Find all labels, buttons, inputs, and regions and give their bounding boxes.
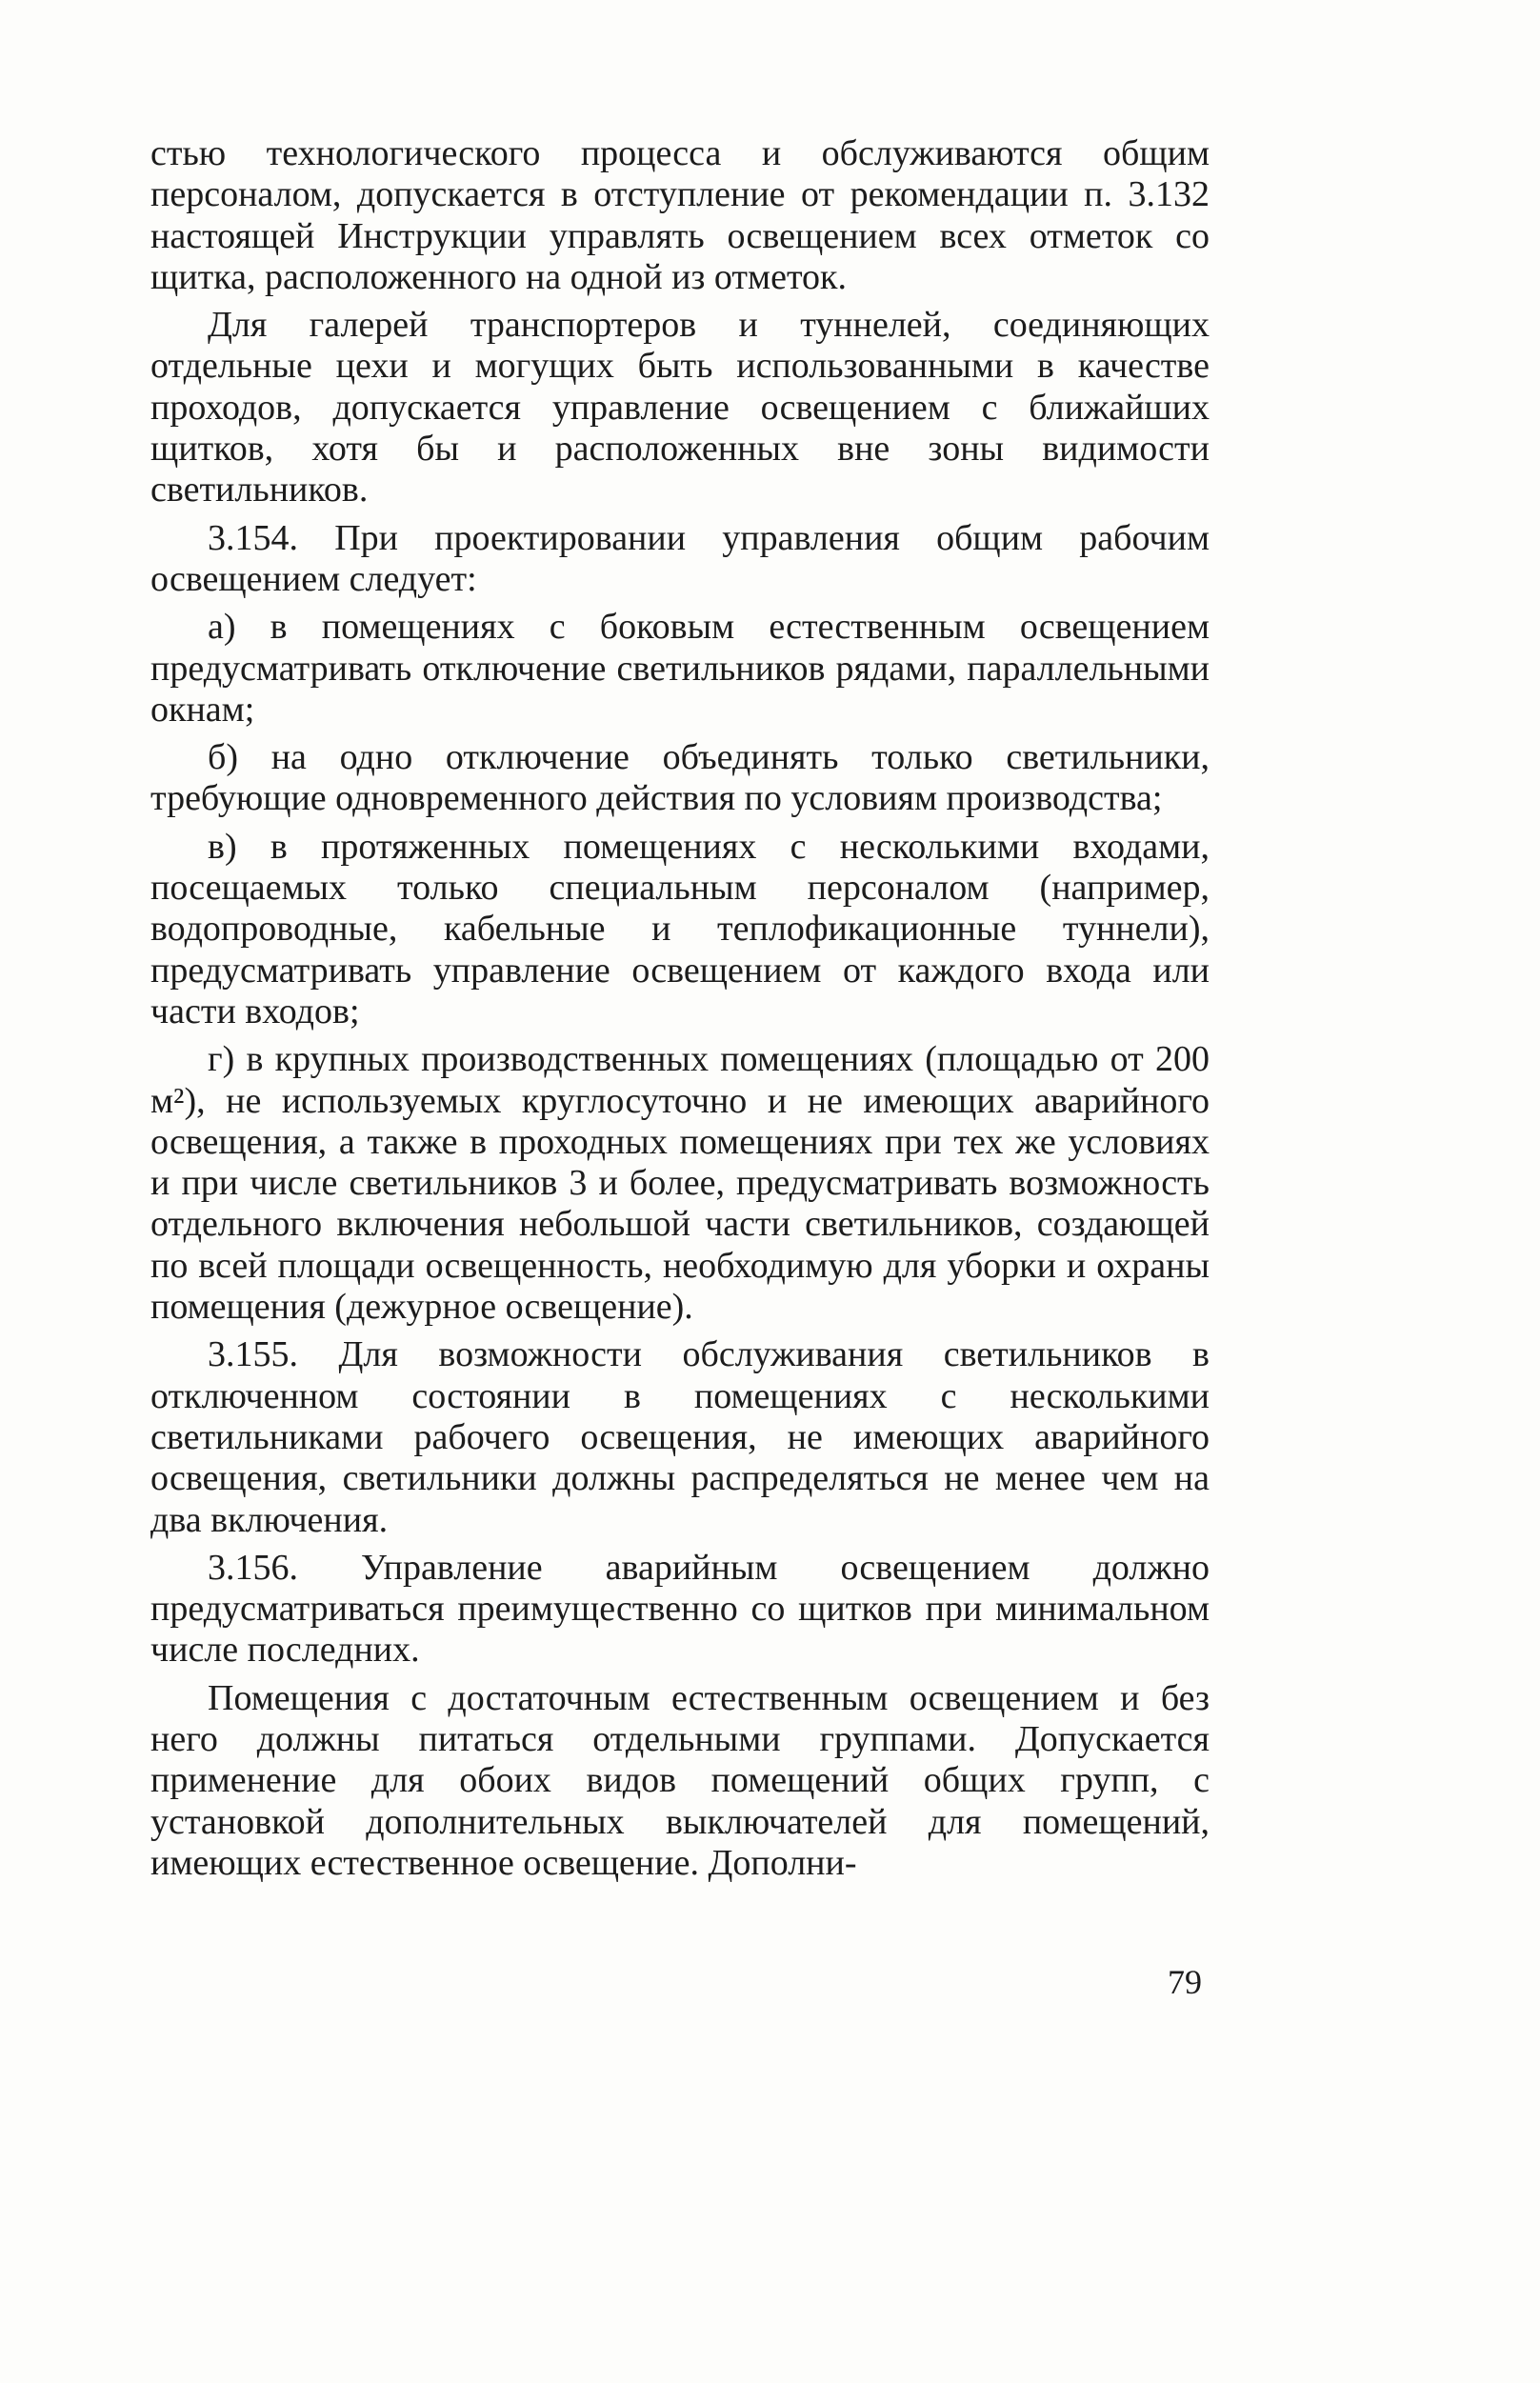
paragraph-3-156: 3.156. Управление аварийным освещением должно предусматриваться преимущественно со щитков при минимальном числе последних. (150, 1547, 1210, 1671)
paragraph-item-g: г) в крупных производственных помещениях (площадью от 200 м²), не используемых круглосуточно и не имеющих аварийного освещения, а также в проходных помещениях при тех же условиях и при числе светильников 3 и более, предусматривать возможность отдельного включения небольшой части светильников, создающей по всей площади освещенность, необходимую для уборки и охраны помещения (дежурное освещение). (150, 1039, 1210, 1328)
paragraph-item-b: б) на одно отключение объединять только светильники, требующие одновременного действия по условиям производства; (150, 737, 1210, 819)
paragraph-item-v: в) в протяженных помещениях с несколькими входами, посещаемых только специальным персоналом (например, водопроводные, кабельные и теплофикационные туннели), предусматривать управление освещением от каждого входа или части входов; (150, 826, 1210, 1031)
paragraph-galleries: Для галерей транспортеров и туннелей, соединяющих отдельные цехи и могущих быть использованными в качестве проходов, допускается управление освещением с ближайших щитков, хотя бы и расположенных вне зоны видимости светильников. (150, 305, 1210, 511)
paragraph-3-154: 3.154. При проектировании управления общим рабочим освещением следует: (150, 517, 1210, 599)
page-number: 79 (1168, 1963, 1202, 2001)
paragraph-groups: Помещения с достаточным естественным освещением и без него должны питаться отдельными группами. Допускается применение для обоих видов помещений общих групп, с установкой дополнительных выключателей для помещений, имеющих естественное освещение. Дополни- (150, 1677, 1210, 1883)
paragraph-item-a: а) в помещениях с боковым естественным освещением предусматривать отключение светильников рядами, параллельными окнам; (150, 607, 1210, 730)
paragraph-continuation: стью технологического процесса и обслуживаются общим персоналом, допускается в отступление от рекомендации п. 3.132 настоящей Инструкции управлять освещением всех отметок со щитка, расположенного на одной из отметок. (150, 133, 1210, 297)
paragraph-3-155: 3.155. Для возможности обслуживания светильников в отключенном состоянии в помещениях с несколькими светильниками рабочего освещения, не имеющих аварийного освещения, светильники должны распределяться не менее чем на два включения. (150, 1334, 1210, 1540)
body-text (150, 133, 1210, 1891)
